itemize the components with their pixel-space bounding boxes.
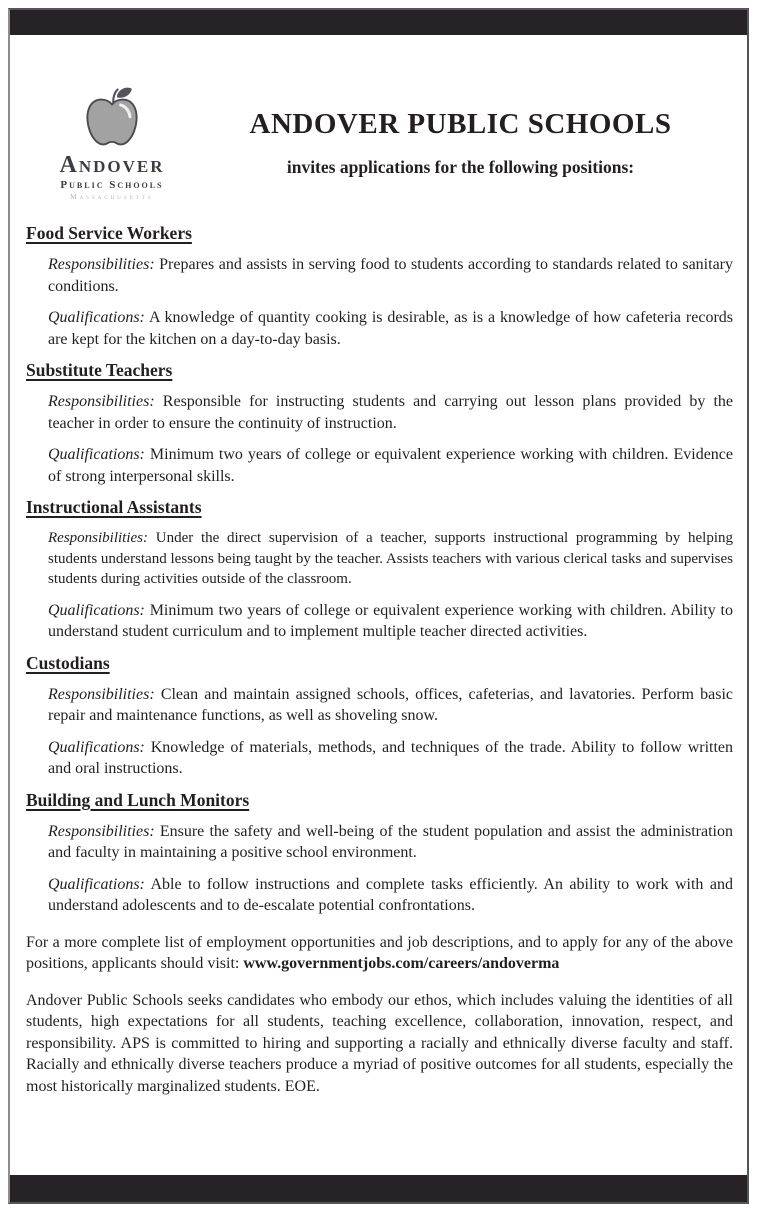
responsibilities-label: Responsibilities: xyxy=(48,685,155,703)
responsibilities-paragraph xyxy=(26,254,733,297)
qualifications-text: Able to follow instructions and complete tasks efficiently. An ability to work with and understand adolescents and to de-escalate potential confrontations. xyxy=(48,875,733,915)
section-heading: Building and Lunch Monitors xyxy=(26,789,250,810)
qualifications-text: Minimum two years of college or equivalent experience working with children. Ability to understand student curriculum and to implement multiple teacher directed activities. xyxy=(48,601,733,641)
responsibilities-text: Responsible for instructing students and carrying out lesson plans provided by the teacher in order to ensure the continuity of instruction. xyxy=(48,393,734,432)
section-building-and-lunch-monitors xyxy=(26,790,733,917)
bottom-black-bar xyxy=(10,1175,747,1202)
qualifications-paragraph xyxy=(26,737,733,780)
section-heading: Substitute Teachers xyxy=(26,360,173,381)
apple-icon xyxy=(81,85,143,151)
responsibilities-text: Clean and maintain assigned schools, offices, cafeterias, and lavatories. Perform basic repair and maintenance functions, as well as shoveling snow. xyxy=(48,685,733,725)
responsibilities-paragraph xyxy=(26,391,733,434)
section-heading: Food Service Workers xyxy=(26,223,192,244)
positions-list xyxy=(10,201,747,1097)
responsibilities-paragraph xyxy=(26,528,733,590)
section-heading: Instructional Assistants xyxy=(26,497,202,518)
page-title: ANDOVER PUBLIC SCHOOLS xyxy=(249,108,672,141)
qualifications-paragraph xyxy=(26,874,733,917)
apply-text: For a more complete list of employment opportunities and job descriptions, and to apply for any of the above positions, applicants should visit: xyxy=(26,933,733,973)
district-logo xyxy=(32,85,192,201)
qualifications-paragraph xyxy=(26,307,733,350)
section-custodians xyxy=(26,653,733,780)
document-frame xyxy=(8,8,749,1204)
qualifications-text: Minimum two years of college or equivalent experience working with children. Evidence of strong interpersonal skills. xyxy=(48,446,734,485)
qualifications-text: Knowledge of materials, methods, and techniques of the trade. Ability to follow written and oral instructions. xyxy=(48,738,734,778)
qualifications-label: Qualifications: xyxy=(48,738,145,756)
qualifications-label: Qualifications: xyxy=(48,601,145,619)
qualifications-label: Qualifications: xyxy=(48,875,145,893)
qualifications-paragraph xyxy=(26,444,733,487)
qualifications-label: Qualifications: xyxy=(48,309,145,327)
section-substitute-teachers xyxy=(26,360,733,487)
qualifications-label: Qualifications: xyxy=(48,446,145,464)
page-subtitle: invites applications for the following positions: xyxy=(286,157,635,178)
header xyxy=(10,85,747,201)
eoe-paragraph: Andover Public Schools seeks candidates who embody our ethos, which includes valuing the identities of all students, high expectations for all students, teaching excellence, collaboration, innovation, respect, and responsibility. APS is committed to hiring and supporting a racially and ethnically diverse faculty and staff. Racially and ethnically diverse teachers produce a myriad of positive outcomes for all students, especially the most historically marginalized students. EOE. xyxy=(26,991,733,1095)
logo-subname: Public Schools xyxy=(60,179,164,192)
responsibilities-text: Under the direct supervision of a teacher, supports instructional programming by helping students understand lessons being taught by the teacher. Assists teachers with various clerical tasks and supervises students during activities outside of the classroom. xyxy=(48,530,733,588)
title-block xyxy=(192,108,747,178)
section-heading: Custodians xyxy=(26,652,110,673)
section-instructional-assistants xyxy=(26,497,733,643)
responsibilities-label: Responsibilities: xyxy=(48,530,148,547)
top-black-bar xyxy=(10,10,747,35)
qualifications-text: A knowledge of quantity cooking is desirable, as is a knowledge of how cafeteria records are kept for the kitchen on a day-to-day basis. xyxy=(48,309,734,348)
apply-url: www.governmentjobs.com/careers/andoverma xyxy=(243,955,560,973)
logo-state: Massachusetts xyxy=(70,193,154,202)
responsibilities-text: Prepares and assists in serving food to students according to standards related to sanitary conditions. xyxy=(48,256,734,295)
logo-name: Andover xyxy=(59,152,165,178)
responsibilities-label: Responsibilities: xyxy=(48,256,155,274)
responsibilities-label: Responsibilities: xyxy=(48,822,155,840)
responsibilities-paragraph xyxy=(26,821,733,864)
responsibilities-paragraph xyxy=(26,684,733,727)
apply-paragraph xyxy=(26,932,733,975)
section-food-service-workers xyxy=(26,223,733,350)
qualifications-paragraph xyxy=(26,600,733,643)
responsibilities-text: Ensure the safety and well-being of the student population and assist the administration and faculty in maintaining a positive school environment. xyxy=(48,822,734,862)
responsibilities-label: Responsibilities: xyxy=(48,393,155,411)
